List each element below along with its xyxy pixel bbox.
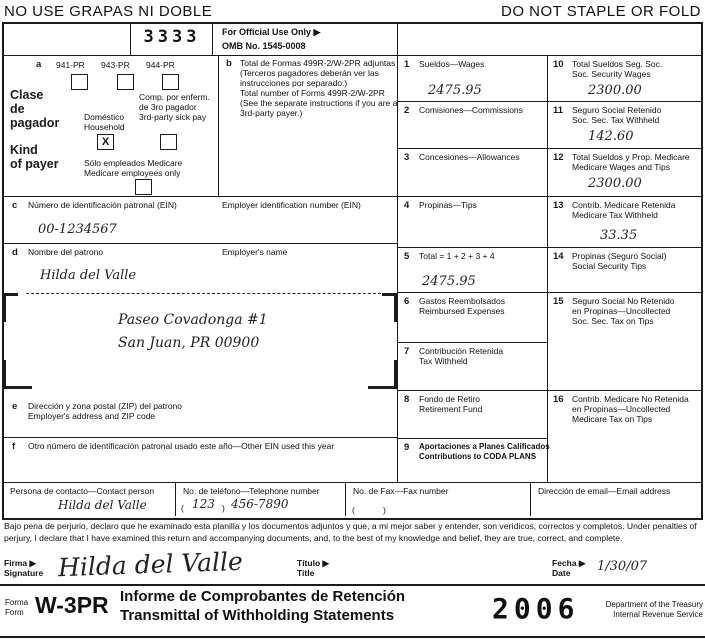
box6-label-2: Reimbursed Expenses bbox=[419, 306, 505, 316]
kind-of-payer-en-1: Kind bbox=[10, 143, 38, 157]
agency-line-1: Department of the Treasury bbox=[605, 600, 703, 609]
cb-household-label-2: Household bbox=[84, 122, 125, 132]
cb-943pr-label: 943-PR bbox=[101, 60, 130, 70]
section-a-letter: a bbox=[36, 59, 42, 70]
section-b-line6: 3rd-party payer.) bbox=[240, 108, 303, 118]
address-line-1[interactable]: Paseo Covadonga #1 bbox=[118, 312, 268, 328]
form-label: Form bbox=[5, 608, 24, 617]
phone-label: No. de teléfono—Telephone number bbox=[183, 486, 320, 496]
box1-label: Sueldos—Wages bbox=[419, 59, 485, 69]
corner-mark-top-left bbox=[3, 293, 18, 322]
section-c-label-en: Employer identification number (EIN) bbox=[222, 200, 361, 210]
corner-mark-top-right bbox=[382, 293, 397, 322]
box1-number: 1 bbox=[404, 59, 410, 70]
date-label: Date bbox=[552, 568, 571, 578]
section-f-letter: f bbox=[12, 441, 16, 452]
box10-number: 10 bbox=[553, 59, 564, 70]
box10-label-2: Soc. Security Wages bbox=[572, 69, 651, 79]
box14-label-1: Propinas (Seguro Social) bbox=[572, 251, 667, 261]
control-number: 3333 bbox=[143, 27, 201, 47]
perjury-statement bbox=[4, 521, 703, 544]
section-b-line1: Total de Formas 499R-2/W-2PR adjuntas bbox=[240, 58, 396, 68]
section-b-line2: (Terceros pagadores deberán ver las bbox=[240, 68, 379, 78]
phone-paren-close: ) bbox=[222, 503, 225, 513]
box16-number: 16 bbox=[553, 394, 564, 405]
box15-label-1: Seguro Social No Retenido bbox=[572, 296, 675, 306]
box11-label-2: Soc. Sec. Tax Withheld bbox=[572, 115, 660, 125]
titulo-label: Título ▶ bbox=[297, 558, 330, 568]
fax-paren-open: ( bbox=[352, 505, 355, 515]
fecha-label: Fecha ▶ bbox=[552, 558, 586, 568]
cb-944pr-checkbox[interactable] bbox=[162, 74, 179, 90]
box16-label-2: en Propinas—Uncollected bbox=[572, 404, 671, 414]
date-value[interactable]: 1/30/07 bbox=[597, 559, 648, 574]
box11-value[interactable]: 142.60 bbox=[588, 129, 634, 144]
box16-label-1: Contrib. Medicare No Retenida bbox=[572, 394, 689, 404]
box3-number: 3 bbox=[404, 152, 410, 163]
cb-944pr-label: 944-PR bbox=[146, 60, 175, 70]
address-area-dashed-line bbox=[26, 293, 391, 294]
fax-paren-close: ) bbox=[383, 505, 386, 515]
cb-medicare-label-1: Sólo empleados Medicare bbox=[84, 158, 183, 168]
box9-label-1: Aportaciones a Planes Calificados bbox=[419, 442, 550, 451]
cb-sickpay-label-3: 3rd-party sick pay bbox=[139, 112, 207, 122]
box9-label-2: Contributions to CODA PLANS bbox=[419, 452, 537, 461]
forma-label: Forma bbox=[5, 598, 29, 607]
address-line-2[interactable]: San Juan, PR 00900 bbox=[118, 335, 260, 351]
title-label: Title bbox=[297, 568, 315, 578]
kind-of-payer-en-2: of payer bbox=[10, 157, 59, 171]
form-number: W-3PR bbox=[35, 592, 109, 618]
banner-left: NO USE GRAPAS NI DOBLE bbox=[4, 3, 213, 20]
box13-number: 13 bbox=[553, 200, 564, 211]
box1-value[interactable]: 2475.95 bbox=[428, 83, 482, 98]
box4-label: Propinas—Tips bbox=[419, 200, 477, 210]
box11-number: 11 bbox=[553, 105, 564, 116]
contact-person-label: Persona de contacto—Contact person bbox=[10, 486, 155, 496]
box12-number: 12 bbox=[553, 152, 564, 163]
box13-label-1: Contrib. Medicare Retenida bbox=[572, 200, 676, 210]
box5-value[interactable]: 2475.95 bbox=[422, 274, 476, 289]
employer-name-value[interactable]: Hilda del Valle bbox=[40, 268, 137, 283]
box16-label-3: Medicare Tax on Tips bbox=[572, 414, 653, 424]
signature-label: Signature bbox=[4, 568, 44, 578]
box2-number: 2 bbox=[404, 105, 410, 116]
cb-household-checkbox[interactable]: X bbox=[97, 134, 114, 150]
form-title-en: Transmittal of Withholding Statements bbox=[120, 607, 395, 624]
firma-label: Firma ▶ bbox=[4, 558, 37, 568]
box15-number: 15 bbox=[553, 296, 564, 307]
box10-value[interactable]: 2300.00 bbox=[588, 83, 642, 98]
contact-person-value[interactable]: Hilda del Valle bbox=[58, 498, 147, 512]
box5-label: Total = 1 + 2 + 3 + 4 bbox=[419, 251, 495, 261]
kind-of-payer-es-1: Clase bbox=[10, 88, 44, 102]
section-d-label-es: Nombre del patrono bbox=[28, 247, 104, 257]
box7-number: 7 bbox=[404, 346, 410, 357]
tax-year: 2006 bbox=[492, 592, 580, 625]
box12-label-2: Medicare Wages and Tips bbox=[572, 162, 670, 172]
box13-value[interactable]: 33.35 bbox=[600, 228, 638, 243]
section-b-line3: instrucciones por separado.) bbox=[240, 78, 348, 88]
corner-mark-bottom-left bbox=[3, 360, 32, 389]
phone-number-value[interactable]: 456-7890 bbox=[231, 497, 289, 511]
section-b-line5: (See the separate instructions if you are a bbox=[240, 98, 398, 108]
email-label: Dirección de email—Email address bbox=[538, 486, 671, 496]
box14-label-2: Social Security Tips bbox=[572, 261, 647, 271]
section-f-label: Otro número de identificación patronal usado este año—Other EIN used this year bbox=[28, 441, 335, 451]
phone-paren-open: ( bbox=[181, 503, 184, 513]
cb-medicare-label-2: Medicare employees only bbox=[84, 168, 181, 178]
cb-household-label-1: Doméstico bbox=[84, 112, 125, 122]
section-e-label-1: Dirección y zona postal (ZIP) del patrono bbox=[28, 401, 183, 411]
section-e-label-2: Employer's address and ZIP code bbox=[28, 411, 156, 421]
box7-label-1: Contribución Retenida bbox=[419, 346, 504, 356]
box4-number: 4 bbox=[404, 200, 410, 211]
section-c-letter: c bbox=[12, 200, 18, 211]
banner-right: DO NOT STAPLE OR FOLD bbox=[501, 3, 701, 20]
omb-number: OMB No. 1545-0008 bbox=[222, 41, 306, 51]
box13-label-2: Medicare Tax Withheld bbox=[572, 210, 658, 220]
box6-label-1: Gastos Reembolsados bbox=[419, 296, 505, 306]
perjury-en: Under penalties of perjury, I declare that I have examined this return and accompanying documents, and, to the best of my knowledge and belief, they are true, correct, and complete. bbox=[4, 521, 697, 543]
cb-941pr-checkbox[interactable] bbox=[71, 74, 88, 90]
agency-line-2: Internal Revenue Service bbox=[613, 610, 703, 619]
phone-area-value[interactable]: 123 bbox=[192, 497, 215, 511]
ein-value[interactable]: 00-1234567 bbox=[38, 222, 117, 237]
box8-label-1: Fondo de Retiro bbox=[419, 394, 480, 404]
box3-label: Concesiones—Allowances bbox=[419, 152, 520, 162]
corner-mark-bottom-right bbox=[368, 360, 397, 389]
box14-number: 14 bbox=[553, 251, 564, 262]
section-b-line4: Total number of Forms 499R-2/W-2PR bbox=[240, 88, 385, 98]
kind-of-payer-es-2: de bbox=[10, 102, 25, 116]
box7-label-2: Tax Withheld bbox=[419, 356, 468, 366]
section-c-label-es: Número de identificación patronal (EIN) bbox=[28, 200, 177, 210]
signature-value[interactable]: Hilda del Valle bbox=[57, 546, 244, 583]
box10-label-1: Total Sueldos Seg. Soc. bbox=[572, 59, 663, 69]
box6-number: 6 bbox=[404, 296, 410, 307]
form-title-es: Informe de Comprobantes de Retención bbox=[120, 588, 406, 605]
box15-label-2: en Propinas—Uncollected bbox=[572, 306, 671, 316]
box8-number: 8 bbox=[404, 394, 410, 405]
cb-943pr-checkbox[interactable] bbox=[117, 74, 134, 90]
cb-sickpay-label-2: de 3ro pagador bbox=[139, 102, 197, 112]
official-use-label: For Official Use Only ▶ bbox=[222, 27, 321, 37]
box11-label-1: Seguro Social Retenido bbox=[572, 105, 662, 115]
section-e-letter: e bbox=[12, 401, 18, 412]
cb-sickpay-checkbox[interactable] bbox=[160, 134, 177, 150]
perjury-es: Bajo pena de perjurio, declaro que he examinado esta planilla y los documentos adjuntos y que, a mi mejor saber y entender, son verídicos, correctos y completos. bbox=[4, 521, 625, 531]
box12-label-1: Total Sueldos y Prop. Medicare bbox=[572, 152, 690, 162]
box2-label: Comisiones—Commissions bbox=[419, 105, 523, 115]
box9-number: 9 bbox=[404, 442, 410, 453]
fax-label: No. de Fax—Fax number bbox=[353, 486, 449, 496]
kind-of-payer-es-3: pagador bbox=[10, 116, 60, 130]
cb-sickpay-label-1: Comp. por enferm. bbox=[139, 92, 210, 102]
cb-941pr-label: 941-PR bbox=[56, 60, 85, 70]
box15-label-3: Soc. Sec. Tax on Tips bbox=[572, 316, 654, 326]
box8-label-2: Retirement Fund bbox=[419, 404, 483, 414]
cb-medicare-checkbox[interactable] bbox=[135, 179, 152, 195]
section-b-letter: b bbox=[226, 58, 232, 69]
box5-number: 5 bbox=[404, 251, 410, 262]
section-d-letter: d bbox=[12, 247, 18, 258]
box12-value[interactable]: 2300.00 bbox=[588, 176, 642, 191]
section-d-label-en: Employer's name bbox=[222, 247, 288, 257]
